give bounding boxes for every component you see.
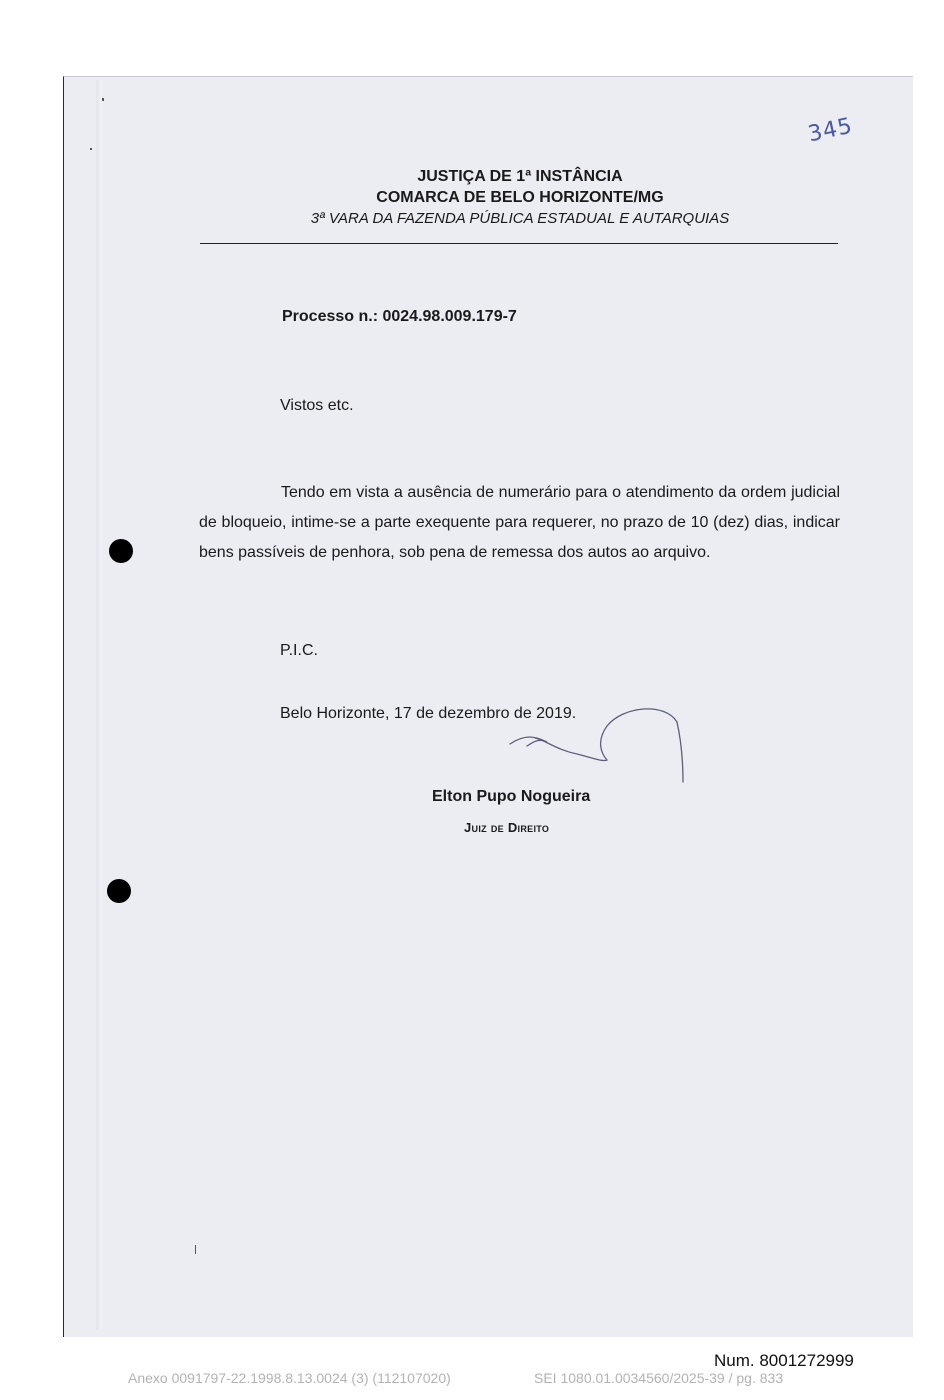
place-and-date: Belo Horizonte, 17 de dezembro de 2019. <box>280 705 577 722</box>
binding-margin <box>96 80 102 1330</box>
handwritten-signature <box>505 700 695 790</box>
closing-text: P.I.C. <box>280 642 318 659</box>
scan-speck <box>90 148 92 150</box>
decision-body: Tendo em vista a ausência de numerário para o atendimento da ordem judicial de bloqueio, intime-se a parte exequente para requerer, no prazo de 10 (dez) dias, indicar bens passíveis de penhora, sob pena de remessa dos autos ao arquivo. <box>199 484 840 561</box>
document-number: Num. 8001272999 <box>714 1351 854 1370</box>
scan-speck <box>195 1245 196 1254</box>
process-number: Processo n.: 0024.98.009.179-7 <box>282 308 517 325</box>
court-header-line-3: 3ª VARA DA FAZENDA PÚBLICA ESTADUAL E AUTARQUIAS <box>310 210 730 227</box>
court-header-line-1: JUSTIÇA DE 1ª INSTÂNCIA <box>417 168 623 185</box>
sei-reference: SEI 1080.01.0034560/2025-39 / pg. 833 <box>534 1370 784 1386</box>
judge-title: Juiz de Direito <box>464 820 550 835</box>
opening-text: Vistos etc. <box>280 397 354 414</box>
header-divider <box>200 243 838 244</box>
punch-hole <box>107 879 131 903</box>
punch-hole <box>109 539 133 563</box>
court-header-line-2: COMARCA DE BELO HORIZONTE/MG <box>376 189 664 206</box>
handwritten-page-number: 345 <box>805 113 856 148</box>
scan-speck <box>102 98 104 101</box>
judge-name: Elton Pupo Nogueira <box>432 788 591 805</box>
annex-reference: Anexo 0091797-22.1998.8.13.0024 (3) (112107020) <box>128 1370 451 1386</box>
